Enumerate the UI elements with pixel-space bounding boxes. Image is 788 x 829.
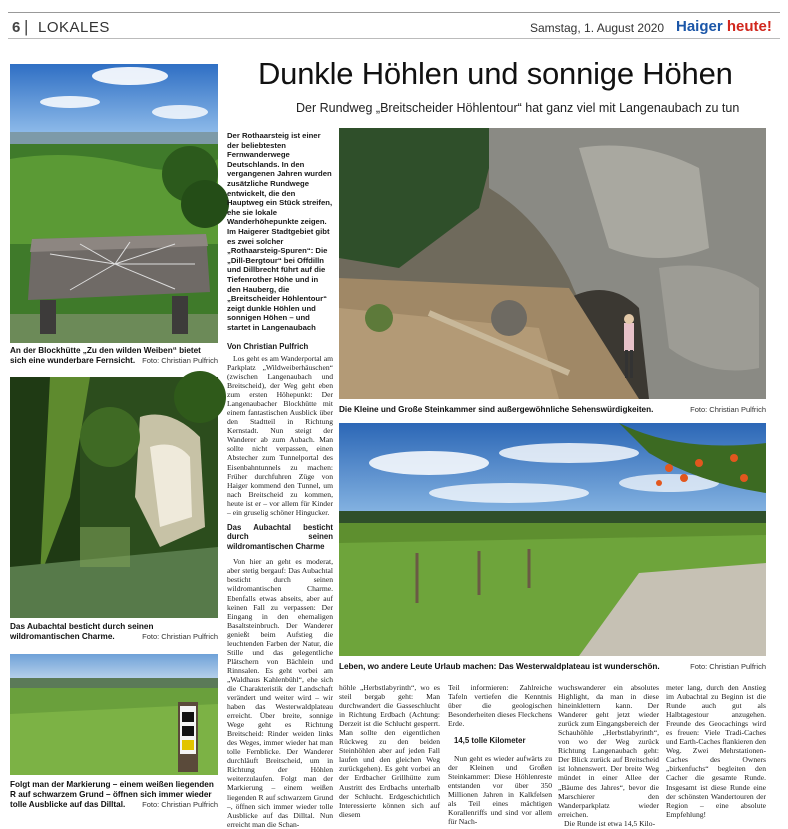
caption-aubachtal <box>10 622 218 642</box>
caption-markierung <box>10 780 218 810</box>
caption-westerwaldplateau <box>339 662 766 672</box>
section-name: LOKALES <box>38 19 110 36</box>
photo-credit: Foto: Christian Pulfrich <box>142 632 218 641</box>
photo-credit: Foto: Christian Pulfrich <box>142 356 218 365</box>
caption-text: Die Kleine und Große Steinkammer sind außergewöhnliche Sehenswürdigkeiten. <box>339 405 654 414</box>
page-number: 6 <box>12 19 21 36</box>
paragraph: Die Runde ist etwa 14,5 Kilo- <box>564 818 656 828</box>
photo-credit: Foto: Christian Pulfrich <box>690 662 766 671</box>
text-column-3 <box>448 683 552 827</box>
photo-aubachtal <box>10 377 218 618</box>
issue-date: Samstag, 1. August 2020 <box>530 21 665 35</box>
paragraph: Von hier an geht es moderat, aber stetig bergauf: Das Aubachtal besticht durch seinen wildromantischen Charme. Ebenfalls etwas abseits, aber auf keinen Fall zu verpassen: Der Eingang in den ehemaligen Basaltsteinbruch. Der Wanderer genießt beim Aufstieg die leuchtenden Farben der Natur, die Stille und das gelegentliche Plätschern von Bächlein und Rinnsalen. Es geht vorbei am „Waldhaus Kahlenbühl“, ehe sich die Charakteristik der Landschaft verändert und weiter wird – wir haben das Westerwaldplateau erreicht. Über breite, sonnige Wege geht es Richtung Breitscheid: Rinder weiden links des Weges, immer wieder hat man tolle Fernblicke. Der Wanderer durchläuft Breitscheid, um in Richtung der Höhlen weiterzulaufen. Folgt man der Markierung – einem weißen liegenden R auf schwarzem Grund –, öffnen sich immer wieder tolle Ausblicke auf das Dilltal. Nun erreicht man die Schan- <box>227 557 333 829</box>
article-lead: Der Rothaarsteig ist einer der beliebtesten Fernwanderwege Deutschlands. In den vergangenen Jahren wurden zusätzliche Rundwege entwickelt, die den Hauptweg ein Stück streifen, ehe sie lokale Wanderhöhepunkte zeigen. Im Haigerer Stadtgebiet gibt es zwei solcher „Rothaarsteig-Spuren“: Die „Dill-Bergtour“ bei Offdilln und Dillbrecht führt auf die Tiefenrother Höhe und in den Hauberg, die „Breitscheider Höhlentour“ zeigt dunkle Höhlen und sonnigen Höhen – und startet in Langenaubach <box>227 131 333 332</box>
photo-credit: Foto: Christian Pulfrich <box>142 800 218 809</box>
caption-text: Das Aubachtal besticht durch seinen wildromantischen Charme. <box>10 622 154 641</box>
header-separator: | <box>24 17 29 36</box>
photo-blockhuette <box>10 64 218 343</box>
text-column-2 <box>339 683 440 823</box>
brand-main: Haiger <box>676 18 723 35</box>
brand-accent: heute! <box>726 18 772 35</box>
paragraph: meter lang, durch den Anstieg im Aubachtal zu Beginn ist die Runde auch gut als Halbtagestour anzugehen. Freunde des Geocachings wird es freuen: Viele Tradi-Caches und Earth-Caches flankieren den Weg. Zwei Mehrstationen-Caches des Owners „birkenfuchs“ begleiten den Cacher die gesamte Runde. Insgesamt ist diese Runde eine der schönsten Wandertouren der Region – eine absolute Empfehlung! <box>666 683 766 819</box>
paragraph: Los geht es am Wanderportal am Parkplatz „Wildweiberhäuschen“ (zwischen Langenaubach und Breitscheid), der Weg geht eben zum ersten Höhepunkt: Der Langenaubacher Blockhütte mit einem fantastischen Ausblick über den Stadtteil in Richtung Kernstadt. Nun steigt der Wanderer ab zum Aubach. Man sollte nicht verpassen, einen Abstecher zum Tunnelportal des Eisenbahntunnels zu machen: Früher durchfuhren Züge von Haiger kommend den Tunnel, um nach Breitscheid zu kommen, heute ist er – vor allem für Kinder – ein gruselig schöner Hingucker. <box>227 353 333 517</box>
photo-westerwaldplateau <box>339 423 766 656</box>
text-column-5 <box>666 683 766 823</box>
text-column-1 <box>227 131 333 829</box>
article-title: Dunkle Höhlen und sonnige Höhen <box>258 56 733 91</box>
header-rule <box>8 12 780 13</box>
brand-logo <box>676 18 772 35</box>
paragraph: höhle „Herbstlabyrinth“, wo es steil bergab geht: Man durchwandert die Gasseschlucht in Richtung Erdbach (Achtung: Derzeit ist die Schlucht gesperrt. Man sollte den eigentlichen Rückweg zu den beiden Steinhöhlen aber auf jeden Fall laufen und den gleichen Weg zurückgehen). Es geht vorbei an der Erdbacher Grillhütte zum Austritt des Erdbachs unterhalb der Schlucht. Erdgeschichtlich Interessierte können sich auf diesem <box>339 683 440 819</box>
caption-blockhuette <box>10 346 218 366</box>
article-author: Von Christian Pulfrich <box>227 342 309 352</box>
text-column-4 <box>558 683 659 828</box>
caption-steinkammer <box>339 405 766 415</box>
caption-text: An der Blockhütte „Zu den wilden Weiben“ bietet sich eine wunderbare Fernsicht. <box>10 346 201 365</box>
subheading-aubachtal: Das Aubachtal besticht durch seinen wildromantischen Charme <box>227 522 333 551</box>
photo-steinkammer <box>339 128 766 399</box>
paragraph: wuchswanderer ein absolutes Highlight, da man in diese hineinklettern kann. Der Wanderer geht jetzt wieder zurück zum Eingangsbereich der Schauhöhle „Herbstlabyrinth“, von wo der Weg zurück Richtung Langenaubach geht: Der Blick zurück auf Breitscheid ist lohnenswert. Der breite Weg mündet in einer Allee der „Bäume des Jahres“, bevor die Marschierer den Wanderparkplatz wieder erreichen. <box>558 683 659 819</box>
photo-markierung <box>10 654 218 775</box>
paragraph: Nun geht es wieder aufwärts zu der Kleinen und Großen Steinkammer: Diese Höhlenreste entstanden vor über 350 Millionen Jahren in Kalkfelsen als Teil eines mächtigen Korallenriffs und sind vor allem für Nach- <box>448 753 552 827</box>
header-rule-bottom <box>8 38 780 39</box>
caption-text: Leben, wo andere Leute Urlaub machen: Das Westerwaldplateau ist wunderschön. <box>339 662 660 671</box>
article-subtitle: Der Rundweg „Breitscheider Höhlentour“ hat ganz viel mit Langenaubach zu tun <box>296 101 740 115</box>
caption-text: Folgt man der Markierung – einem weißen liegenden R auf schwarzem Grund – öffnen sich immer wieder tolle Ausblicke auf das Dilltal. <box>10 780 214 809</box>
subheading-kilometer: 14,5 tolle Kilometer <box>454 736 526 746</box>
paragraph: Teil informieren: Zahlreiche Tafeln vertiefen die Kenntnis über die geologischen Besonderheiten dieses Fleckchens Erde. <box>448 683 552 729</box>
photo-credit: Foto: Christian Pulfrich <box>690 405 766 414</box>
